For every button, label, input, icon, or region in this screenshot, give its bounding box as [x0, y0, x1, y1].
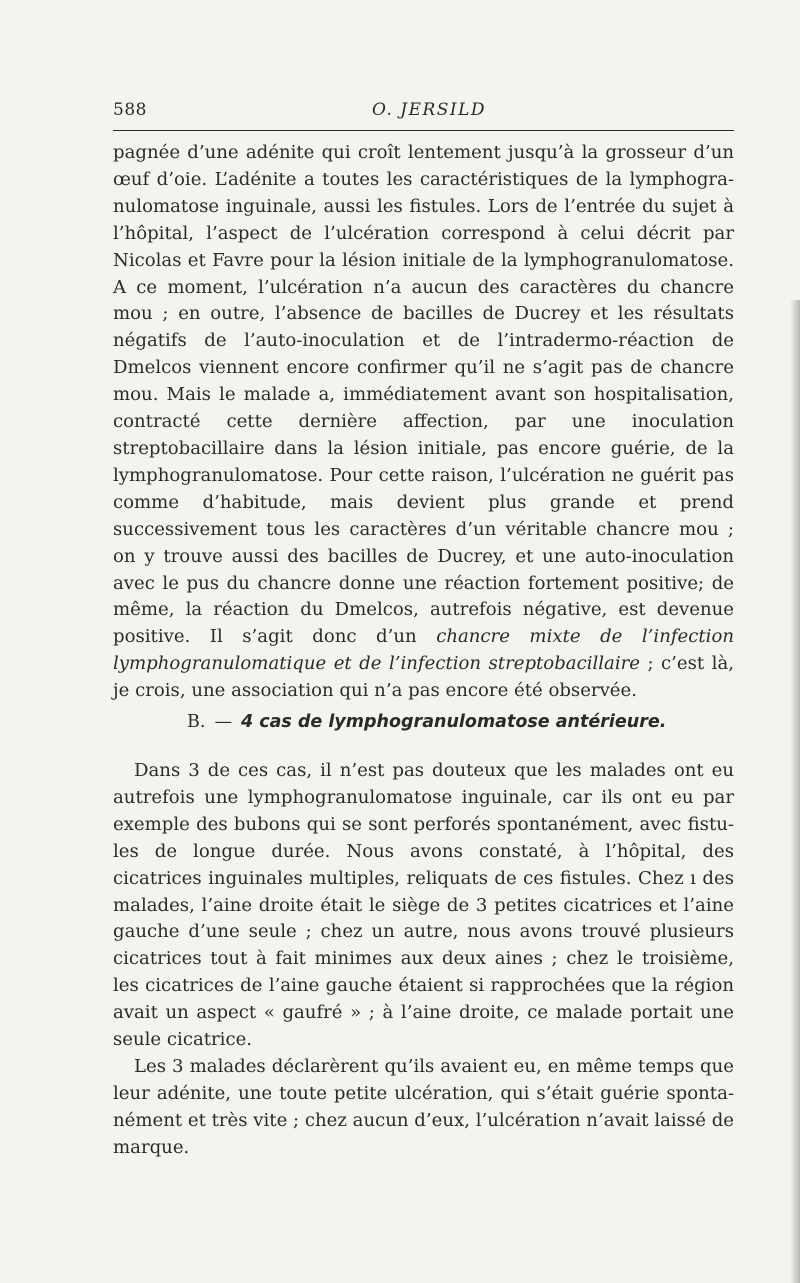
paragraph-continuation: [113, 140, 734, 705]
body-text-bottom: [113, 758, 734, 1162]
body-text-top: [113, 140, 734, 705]
section-heading: [187, 712, 666, 732]
running-head-author: O. JERSILD: [372, 100, 487, 120]
page-edge-shadow: [790, 300, 800, 1283]
paragraph-text-end: ; c’est là, je crois, une association qui n’a pas encore été observée.: [113, 653, 734, 702]
header-rule: [113, 130, 734, 131]
section-title: 4 cas de lymphogranulomatose antérieure.: [240, 712, 667, 732]
section-label: B.: [187, 712, 206, 732]
page-number: 588: [113, 100, 147, 120]
paragraph-text: pagnée d’une adénite qui croît lentement jusqu’à la grosseur d’un œuf d’oie. L’adénite a toutes les caractéristiques de la lymphogranulomatose inguinale, aussi les fistules. Lors de l’entrée du sujet à l’hôpital, l’aspect de l’ulcération correspond à celui décrit par Nicolas et Favre pour la lésion initiale de la lymphogranulomatose. A ce moment, l’ulcération n’a aucun des caractères du chancre mou ; en outre, l’absence de bacilles de Ducrey et les résultats négatifs de l’auto-inoculation et de l’intradermo-réaction de Dmelcos viennent encore confirmer qu’il ne s’agit pas de chancre mou. Mais le malade a, immédiatement avant son hospitalisation, contracté cette dernière affection, par une inoculation streptobacillaire dans la lésion initiale, pas encore guérie, de la lymphogranulomatose. Pour cette raison, l’ulcération ne guérit pas comme d’habitude, mais devient plus grande et prend successivement tous les caractères d’un véritable chancre mou ; on y trouve aussi des bacilles de Ducrey, et une auto-inoculation avec le pus du chancre donne une réaction fortement positive; de même, la réaction du Dmelcos, autrefois négative, est devenue positive. Il s’agit donc d’un: [113, 142, 734, 648]
page-header: [113, 100, 733, 124]
italic-phrase: chancre mixte de l’infection lymphogranulomatique et de l’infection streptobacillaire: [113, 626, 734, 675]
paragraph: Les 3 malades déclarèrent qu’ils avaient eu, en même temps que leur adénite, une toute petite ulcération, qui s’était guérie spontanément et très vite ; chez aucun d’eux, l’ulcération n’avait laissé de marque.: [113, 1055, 735, 1158]
section-dash: —: [214, 712, 232, 732]
paragraph: Dans 3 de ces cas, il n’est pas douteux que les malades ont eu autrefois une lymphogranulomatose inguinale, car ils ont eu par exemple des bubons qui se sont perforés spontanément, avec fistules de longue durée. Nous avons constaté, à l’hôpital, des cicatrices inguinales multiples, reliquats de ces fistules. Chez ı des malades, l’aine droite était le siège de 3 petites cicatrices et l’aine gauche d’une seule ; chez un autre, nous avons trouvé plusieurs cicatrices tout à fait minimes aux deux aines ; chez le troisième, les cicatrices de l’aine gauche étaient si rapprochées que la région avait un aspect « gaufré » ; à l’aine droite, ce malade portait une seule cicatrice.: [113, 760, 734, 1051]
